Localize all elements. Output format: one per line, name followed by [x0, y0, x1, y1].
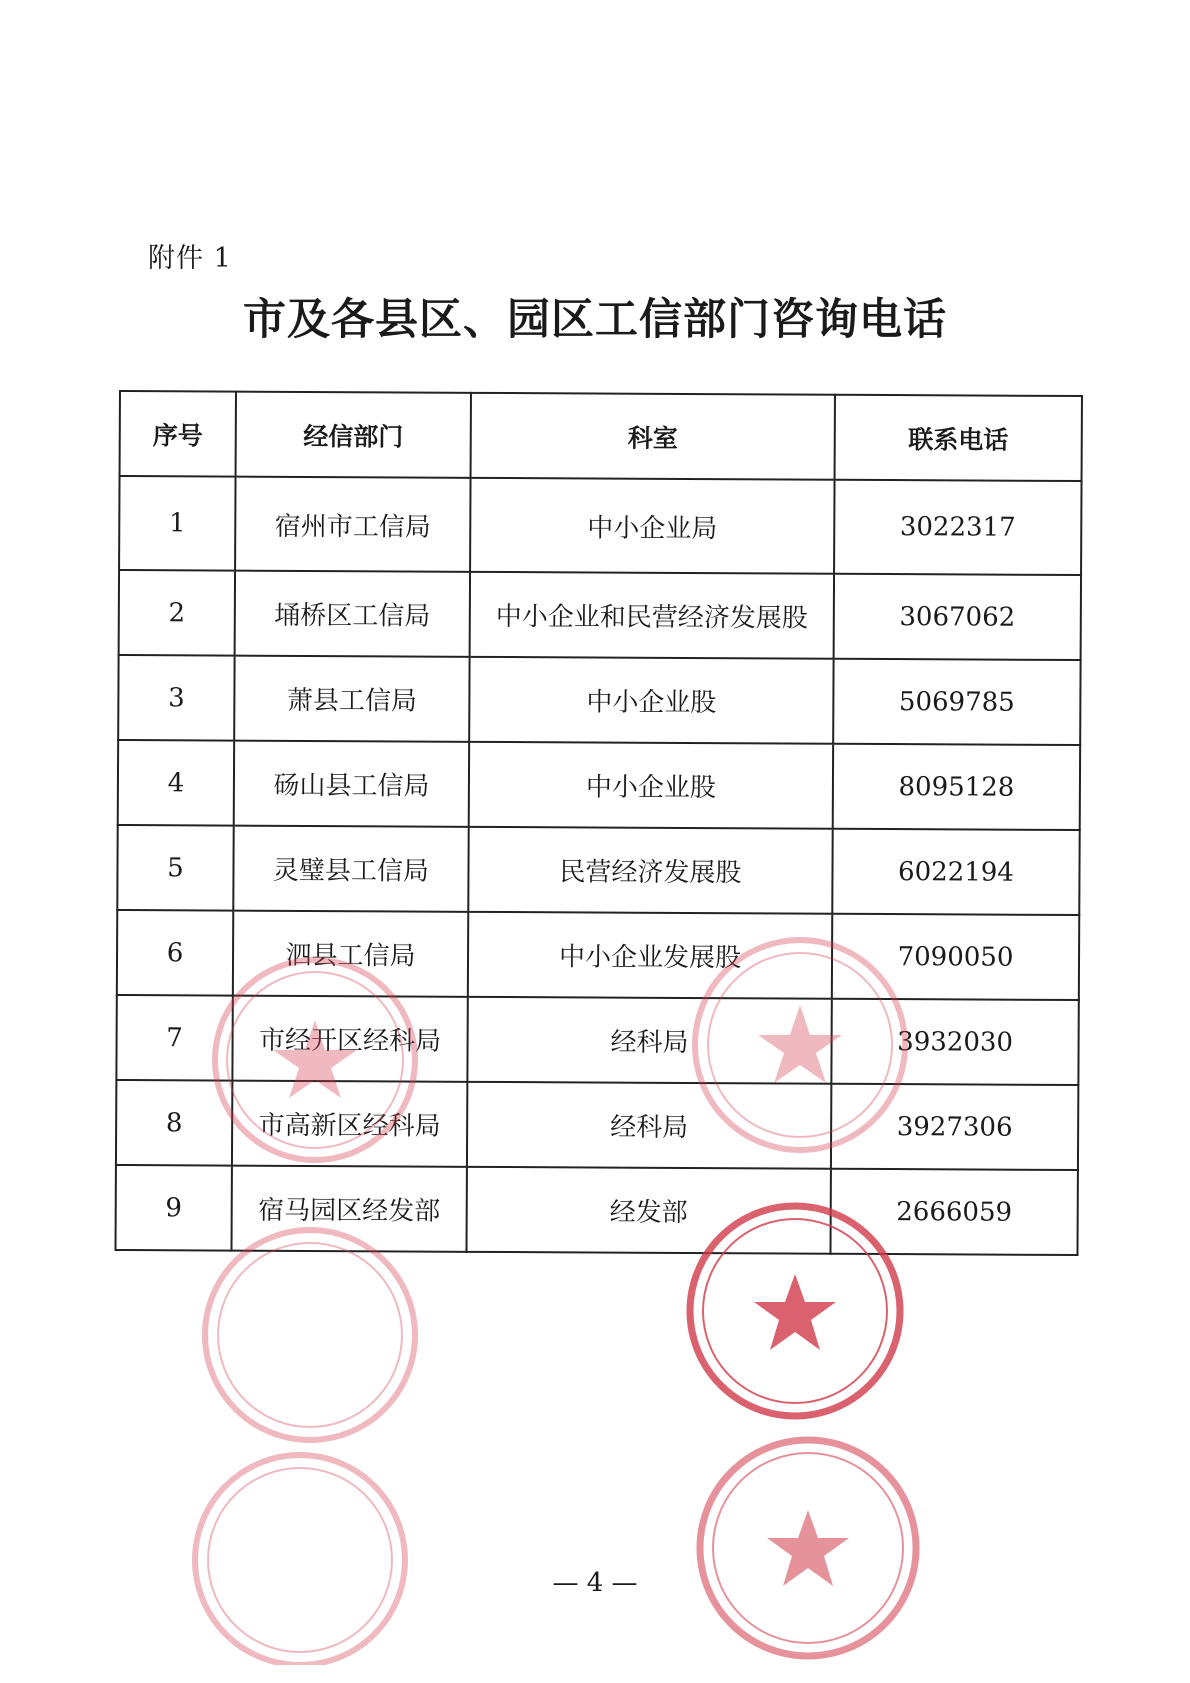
row-index: 7	[116, 995, 232, 1081]
row-office: 中小企业发展股	[468, 912, 832, 999]
row-department: 泗县工信局	[233, 911, 468, 997]
row-department: 市高新区经科局	[232, 1081, 467, 1167]
row-department: 宿马园区经发部	[231, 1166, 466, 1252]
row-phone: 3927306	[831, 1084, 1078, 1170]
header-index: 序号	[120, 391, 236, 477]
table-row	[118, 740, 1080, 830]
row-phone: 5069785	[833, 659, 1080, 745]
table-row	[117, 825, 1079, 915]
row-office: 中小企业股	[469, 657, 833, 744]
official-seal-icon	[195, 1220, 425, 1450]
row-phone: 3932030	[831, 999, 1078, 1085]
table-row	[116, 995, 1078, 1085]
row-department: 砀山县工信局	[234, 741, 469, 827]
official-seal-icon	[185, 1445, 415, 1665]
row-department: 灵璧县工信局	[233, 826, 468, 912]
header-office: 科室	[471, 393, 835, 480]
row-office: 中小企业局	[470, 478, 834, 574]
table-row	[117, 910, 1079, 1000]
table-header-row	[120, 391, 1082, 481]
row-index: 9	[115, 1165, 231, 1251]
row-phone: 3022317	[834, 480, 1081, 575]
row-office: 经科局	[467, 997, 831, 1084]
row-index: 6	[117, 910, 233, 996]
table-row	[116, 1080, 1078, 1170]
row-phone: 3067062	[834, 574, 1081, 660]
row-phone: 2666059	[830, 1169, 1077, 1255]
attachment-label: 附件 1	[148, 243, 232, 274]
row-index: 8	[116, 1080, 232, 1166]
header-department: 经信部门	[236, 392, 471, 478]
row-phone: 6022194	[832, 829, 1079, 915]
row-office: 中小企业和民营经济发展股	[470, 572, 834, 659]
row-phone: 7090050	[832, 914, 1079, 1000]
row-department: 市经开区经科局	[232, 996, 467, 1082]
row-index: 4	[118, 740, 234, 826]
table-row	[115, 1165, 1077, 1255]
contact-table	[114, 390, 1082, 1256]
row-phone: 8095128	[833, 744, 1080, 830]
page-number: — 4 —	[552, 1568, 638, 1598]
row-index: 5	[117, 825, 233, 911]
row-office: 经科局	[467, 1082, 831, 1169]
page-title: 市及各县区、园区工信部门咨询电话	[243, 295, 947, 345]
row-office: 民营经济发展股	[468, 827, 832, 914]
table-row	[119, 476, 1081, 575]
row-index: 3	[118, 655, 234, 741]
row-office: 经发部	[466, 1167, 830, 1254]
row-index: 1	[119, 476, 235, 571]
row-department: 宿州市工信局	[235, 477, 470, 572]
table-row	[119, 570, 1081, 660]
row-office: 中小企业股	[469, 742, 833, 829]
row-department: 埇桥区工信局	[235, 571, 470, 657]
row-department: 萧县工信局	[234, 656, 469, 742]
table-row	[118, 655, 1080, 745]
official-seal-icon	[688, 1428, 928, 1668]
row-index: 2	[119, 570, 235, 656]
header-phone: 联系电话	[835, 395, 1082, 481]
